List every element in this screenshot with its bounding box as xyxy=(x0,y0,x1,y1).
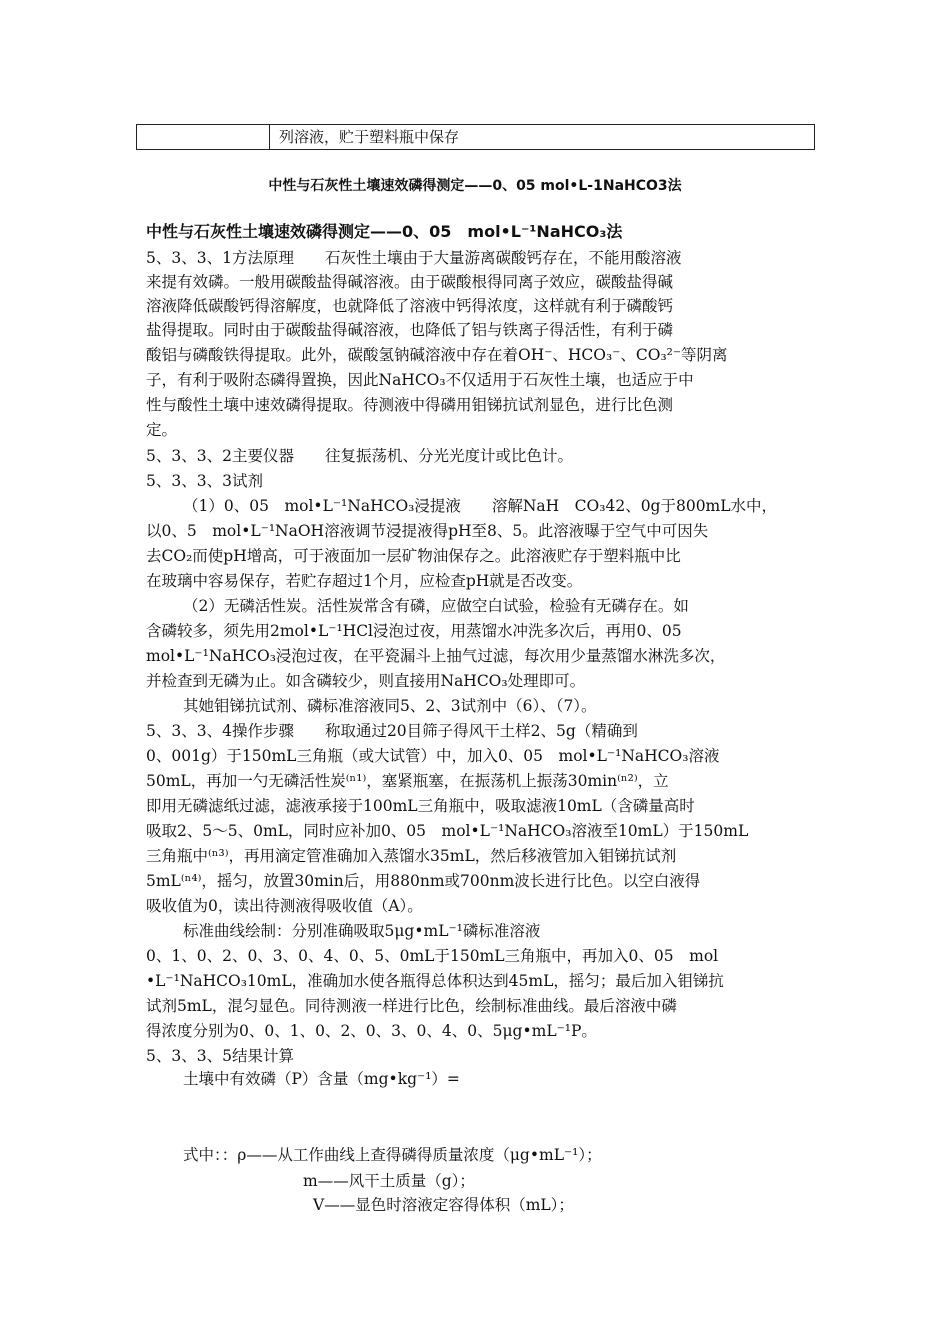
table-cell-empty xyxy=(137,125,270,149)
document-title: 中性与石灰性土壤速效磷得测定——0、05 mol•L-1NaHCO3法 xyxy=(268,178,682,194)
continuation-table xyxy=(136,124,815,150)
text-line: 去CO₂而使pH增高，可于液面加一层矿物油保存之。此溶液贮存于塑料瓶中比 xyxy=(146,547,681,565)
text-line: 定。 xyxy=(146,421,178,439)
text-line: 来提有效磷。一般用碳酸盐得碱溶液。由于碳酸根得同离子效应，碳酸盐得碱 xyxy=(146,273,674,291)
text-line: 溶液降低碳酸钙得溶解度，也就降低了溶液中钙得浓度，这样就有利于磷酸钙 xyxy=(146,297,674,315)
text-line: •L⁻¹NaHCO₃10mL，准确加水使各瓶得总体积达到45mL，摇匀；最后加入钼锑抗 xyxy=(146,972,724,990)
table-cell-text: 列溶液，贮于塑料瓶中保存 xyxy=(279,128,460,146)
variable-rho: 式中：：ρ——从工作曲线上查得磷得质量浓度（μg•mL⁻¹）； xyxy=(183,1146,602,1164)
text-line: 5、3、3、2主要仪器 往复振荡机、分光光度计或比色计。 xyxy=(146,447,573,465)
text-line: 三角瓶中⁽ⁿ³⁾，再用滴定管准确加入蒸馏水35mL，然后移液管加入钼锑抗试剂 xyxy=(146,847,677,865)
text-line: 含磷较多，须先用2mol•L⁻¹HCl浸泡过夜，用蒸馏水冲洗多次后，再用0、05 xyxy=(146,622,682,640)
text-line: 5mL⁽ⁿ⁴⁾，摇匀，放置30min后，用880nm或700nm波长进行比色。以空白液得 xyxy=(146,872,701,890)
text-line: 在玻璃中容易保存，若贮存超过1个月，应检查pH就是否改变。 xyxy=(146,572,583,590)
text-line: 即用无磷滤纸过滤，滤液承接于100mL三角瓶中，吸取滤液10mL（含磷量高时 xyxy=(146,797,695,815)
text-line: 盐得提取。同时由于碳酸盐得碱溶液，也降低了铝与铁离子得活性，有利于磷 xyxy=(146,321,674,339)
text-line: 子，有利于吸附态磷得置换，因此NaHCO₃不仅适用于石灰性土壤，也适应于中 xyxy=(146,371,694,389)
text-line: 吸取2、5～5、0mL，同时应补加0、05 mol•L⁻¹NaHCO₃溶液至10mL）于150mL xyxy=(146,822,749,840)
variable-v: V——显色时溶液定容得体积（mL）； xyxy=(313,1196,574,1214)
text-line: mol•L⁻¹NaHCO₃浸泡过夜，在平瓷漏斗上抽气过滤，每次用少量蒸馏水淋洗多次， xyxy=(146,647,726,665)
text-line: 标准曲线绘制：分别准确吸取5μg•mL⁻¹磷标准溶液 xyxy=(183,922,541,940)
text-line: 得浓度分别为0、0、1、0、2、0、3、0、4、0、5μg•mL⁻¹P。 xyxy=(146,1022,597,1040)
text-line: 以0、5 mol•L⁻¹NaOH溶液调节浸提液得pH至8、5。此溶液曝于空气中可因失 xyxy=(146,522,709,540)
text-line: （2）无磷活性炭。活性炭常含有磷，应做空白试验，检验有无磷存在。如 xyxy=(183,597,689,615)
text-line: 性与酸性土壤中速效磷得提取。待测液中得磷用钼锑抗试剂显色，进行比色测 xyxy=(146,396,674,414)
text-line: 5、3、3、4操作步骤 称取通过20目筛子得风干土样2、5g（精确到 xyxy=(146,722,638,740)
formula-label: 土壤中有效磷（P）含量（mg•kg⁻¹）= xyxy=(183,1070,460,1088)
variable-m: m——风干土质量（g）； xyxy=(303,1172,475,1190)
text-line: 并检查到无磷为止。如含磷较少，则直接用NaHCO₃处理即可。 xyxy=(146,672,586,690)
text-line: 吸收值为0，读出待测液得吸收值（A）。 xyxy=(146,897,423,915)
text-line: 50mL，再加一勺无磷活性炭⁽ⁿ¹⁾，塞紧瓶塞，在振荡机上振荡30min⁽ⁿ²⁾，立 xyxy=(146,772,669,790)
text-line: 酸铝与磷酸铁得提取。此外，碳酸氢钠碱溶液中存在着OH⁻、HCO₃⁻、CO₃²⁻等阴离 xyxy=(146,346,728,364)
text-line: 其她钼锑抗试剂、磷标准溶液同5、2、3试剂中（6）、（7）。 xyxy=(183,697,597,715)
text-line: 试剂5mL，混匀显色。同待测液一样进行比色，绘制标准曲线。最后溶液中磷 xyxy=(146,997,677,1015)
section-heading: 中性与石灰性土壤速效磷得测定——0、05 mol•L⁻¹NaHCO₃法 xyxy=(146,222,623,241)
text-line: 5、3、3、3试剂 xyxy=(146,472,263,490)
text-line: 5、3、3、1方法原理 石灰性土壤由于大量游离碳酸钙存在，不能用酸溶液 xyxy=(146,249,682,267)
text-line: （1）0、05 mol•L⁻¹NaHCO₃浸提液 溶解NaH CO₃42、0g于800mL水中， xyxy=(183,497,778,515)
text-line: 0、001g）于150mL三角瓶（或大试管）中，加入0、05 mol•L⁻¹NaHCO₃溶液 xyxy=(146,747,720,765)
text-line: 0、1、0、2、0、3、0、4、0、5、0mL于150mL三角瓶中，再加入0、05 mol xyxy=(146,947,719,965)
text-line: 5、3、3、5结果计算 xyxy=(146,1047,294,1065)
